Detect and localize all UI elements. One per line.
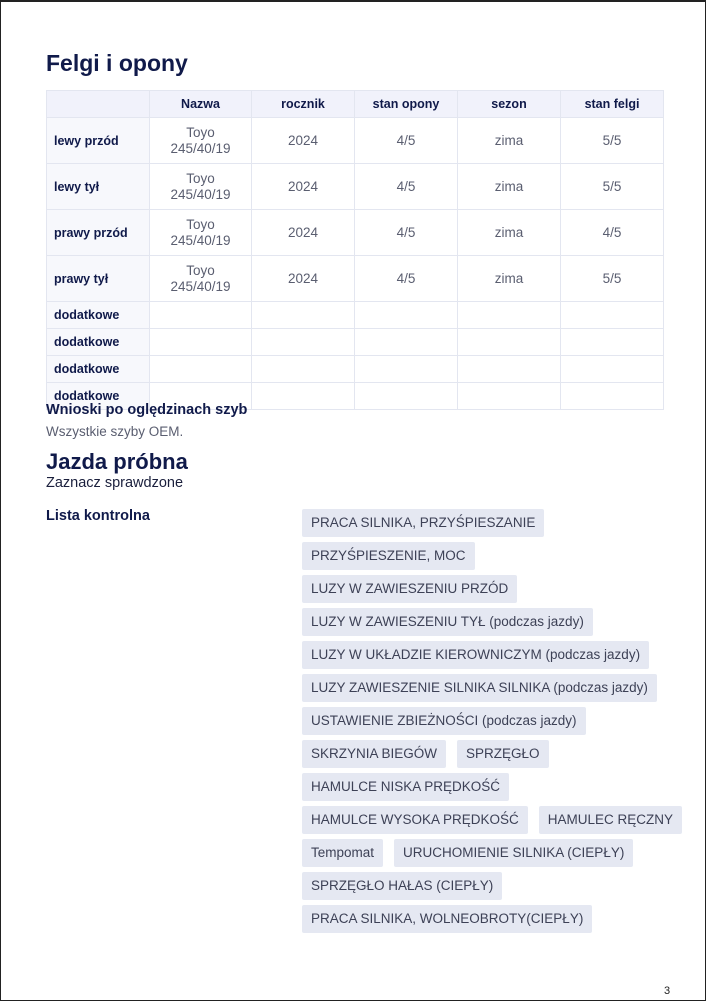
table-row-extra: [47, 302, 664, 329]
glass-conclusions-text: Wszystkie szyby OEM.: [46, 424, 184, 439]
column-header: rocznik: [252, 91, 355, 118]
test-drive-title: Jazda próbna: [46, 449, 188, 474]
tag-row: [302, 542, 682, 570]
checklist-tag[interactable]: HAMULEC RĘCZNY: [539, 806, 682, 834]
column-header: Nazwa: [150, 91, 252, 118]
empty-cell: [561, 302, 664, 329]
year-cell: 2024: [252, 164, 355, 210]
empty-cell: [458, 356, 561, 383]
tire-brand: Toyo: [186, 262, 215, 278]
rim-condition-cell: 4/5: [561, 210, 664, 256]
tire-condition-cell: 4/5: [355, 164, 458, 210]
checklist-title: Lista kontrolna: [46, 508, 150, 524]
empty-cell: [252, 329, 355, 356]
tag-row: [302, 872, 682, 900]
section-title: Felgi i opony: [46, 50, 188, 76]
tag-row: [302, 674, 682, 702]
empty-cell: [252, 383, 355, 410]
tire-size: 245/40/19: [170, 186, 231, 202]
season-cell: zima: [458, 164, 561, 210]
checklist-tag[interactable]: HAMULCE WYSOKA PRĘDKOŚĆ: [302, 806, 528, 834]
empty-cell: [561, 356, 664, 383]
empty-cell: [252, 356, 355, 383]
column-header: stan opony: [355, 91, 458, 118]
empty-cell: [561, 329, 664, 356]
tire-brand: Toyo: [186, 216, 215, 232]
tag-row: [302, 773, 682, 801]
row-label: lewy tył: [47, 164, 150, 210]
tag-row: [302, 806, 682, 834]
rim-condition-cell: 5/5: [561, 118, 664, 164]
empty-cell: [150, 329, 252, 356]
checklist-tag[interactable]: USTAWIENIE ZBIEŻNOŚCI (podczas jazdy): [302, 707, 586, 735]
column-header: sezon: [458, 91, 561, 118]
tire-condition-cell: 4/5: [355, 210, 458, 256]
year-cell: 2024: [252, 256, 355, 302]
checklist-tag[interactable]: SKRZYNIA BIEGÓW: [302, 740, 446, 768]
table-row: [47, 118, 664, 164]
tire-condition-cell: 4/5: [355, 118, 458, 164]
checklist-tag[interactable]: PRACA SILNIKA, PRZYŚPIESZANIE: [302, 509, 544, 537]
empty-cell: [355, 302, 458, 329]
tire-name-cell: [150, 118, 252, 164]
empty-cell: [458, 329, 561, 356]
table-row-extra: [47, 356, 664, 383]
tag-row: [302, 641, 682, 669]
tires-table: [46, 90, 664, 410]
empty-cell: [355, 383, 458, 410]
checklist-tag[interactable]: HAMULCE NISKA PRĘDKOŚĆ: [302, 773, 509, 801]
tag-row: [302, 575, 682, 603]
checklist-tag[interactable]: LUZY W ZAWIESZENIU TYŁ (podczas jazdy): [302, 608, 593, 636]
row-label: dodatkowe: [47, 356, 150, 383]
checklist-tag[interactable]: PRZYŚPIESZENIE, MOC: [302, 542, 475, 570]
tag-row: [302, 905, 682, 933]
tire-name-cell: [150, 256, 252, 302]
tire-size: 245/40/19: [170, 140, 231, 156]
checklist-tag[interactable]: LUZY W UKŁADZIE KIEROWNICZYM (podczas jazdy): [302, 641, 649, 669]
tire-brand: Toyo: [186, 124, 215, 140]
checklist-tag[interactable]: SPRZĘGŁO HAŁAS (CIEPŁY): [302, 872, 502, 900]
empty-cell: [150, 356, 252, 383]
tire-size: 245/40/19: [170, 278, 231, 294]
empty-cell: [458, 383, 561, 410]
checklist-tag[interactable]: LUZY ZAWIESZENIE SILNIKA SILNIKA (podczas jazdy): [302, 674, 657, 702]
year-cell: 2024: [252, 210, 355, 256]
row-label: prawy przód: [47, 210, 150, 256]
checklist-tag[interactable]: PRACA SILNIKA, WOLNEOBROTY(CIEPŁY): [302, 905, 592, 933]
table-header-row: [47, 91, 664, 118]
season-cell: zima: [458, 118, 561, 164]
tire-condition-cell: 4/5: [355, 256, 458, 302]
tire-name-cell: [150, 164, 252, 210]
empty-cell: [252, 302, 355, 329]
row-label: lewy przód: [47, 118, 150, 164]
rim-condition-cell: 5/5: [561, 256, 664, 302]
tag-row: [302, 509, 682, 537]
checklist-tags: [302, 509, 682, 938]
season-cell: zima: [458, 210, 561, 256]
empty-cell: [150, 302, 252, 329]
test-drive-subtitle: Zaznacz sprawdzone: [46, 475, 184, 491]
tire-brand: Toyo: [186, 170, 215, 186]
column-header: [47, 91, 150, 118]
table-row: [47, 210, 664, 256]
row-label: dodatkowe: [47, 302, 150, 329]
row-label: dodatkowe: [47, 329, 150, 356]
page-number: 3: [664, 985, 671, 997]
rim-condition-cell: 5/5: [561, 164, 664, 210]
empty-cell: [561, 383, 664, 410]
glass-conclusions-title: Wnioski po oględzinach szyb: [46, 402, 248, 418]
checklist-tag[interactable]: Tempomat: [302, 839, 383, 867]
tag-row: [302, 740, 682, 768]
season-cell: zima: [458, 256, 561, 302]
column-header: stan felgi: [561, 91, 664, 118]
tag-row: [302, 707, 682, 735]
checklist-tag[interactable]: SPRZĘGŁO: [457, 740, 549, 768]
empty-cell: [355, 356, 458, 383]
table-row: [47, 164, 664, 210]
year-cell: 2024: [252, 118, 355, 164]
table-row: [47, 256, 664, 302]
row-label: prawy tył: [47, 256, 150, 302]
row-label: dodatkowe: [47, 383, 150, 410]
tag-row: [302, 608, 682, 636]
tire-size: 245/40/19: [170, 232, 231, 248]
checklist-tag[interactable]: URUCHOMIENIE SILNIKA (CIEPŁY): [394, 839, 633, 867]
empty-cell: [355, 329, 458, 356]
tire-name-cell: [150, 210, 252, 256]
checklist-tag[interactable]: LUZY W ZAWIESZENIU PRZÓD: [302, 575, 517, 603]
tag-row: [302, 839, 682, 867]
table-row-extra: [47, 329, 664, 356]
empty-cell: [458, 302, 561, 329]
